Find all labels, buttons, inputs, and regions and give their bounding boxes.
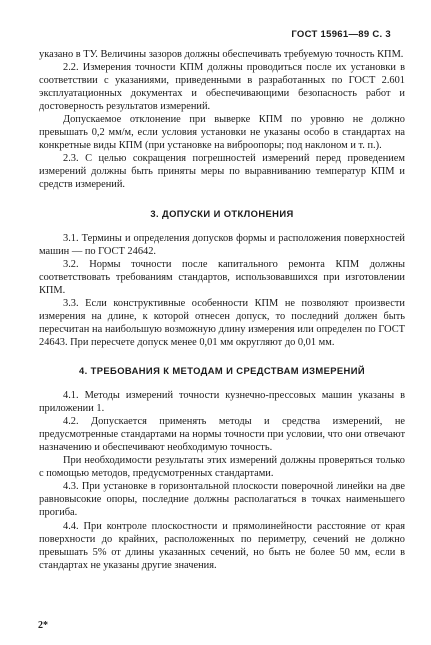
paragraph: 4.4. При контроле плоскостности и прямолинейности расстояние от края поверхности до крайних, расположенных по периметру, сечений не должно превышать 5% от длины указанных сечений, но быть не более 50 мм, если в стандартах не указаны другие значения. [39,520,405,571]
paragraph: 3.1. Термины и определения допусков формы и расположения поверхностей машин — по ГОСТ 24642. [39,232,405,257]
section-heading: 4. ТРЕБОВАНИЯ К МЕТОДАМ И СРЕДСТВАМ ИЗМЕРЕНИЙ [79,364,365,376]
page-header: ГОСТ 15961—89 С. 3 [291,29,391,40]
page-footer-mark: 2* [38,620,48,631]
section-heading: 3. ДОПУСКИ И ОТКЛОНЕНИЯ [150,207,294,219]
paragraph: 4.3. При установке в горизонтальной плоскости поверочной линейки на две равновысокие опоры, последние должны располагаться в точках наименьшего прогиба. [39,481,405,519]
paragraph: 4.1. Методы измерений точности кузнечно-прессовых машин указаны в приложении 1. [39,390,405,415]
paragraph: 4.2. Допускается применять методы и средства измерений, не предусмотренные стандартами на нормы точности при условии, что они отвечают назначению и обеспечивают необходимую точность. [39,416,405,454]
paragraph: указано в ТУ. Величины зазоров должны обеспечивать требуемую точность КПМ. [39,49,404,60]
paragraph: 2.2. Измерения точности КПМ должны проводиться после их установки в соответствии с указаниями, приведенными в разработанных по ГОСТ 2.601 эксплуатационных документах и обеспечивающими безопасность работ и достоверность результатов измерений. [39,62,405,113]
paragraph: 3.2. Нормы точности после капитального ремонта КПМ должны соответствовать требованиям стандартов, использовавшихся при изготовлении КПМ. [39,258,405,296]
paragraph: 3.3. Если конструктивные особенности КПМ не позволяют произвести измерения на длине, к которой отнесен допуск, то последний должен быть пересчитан на наибольшую возможную длину измерения или определен по ГОСТ 24643. При пересчете допуск менее 0,01 мм округляют до 0,01 мм. [39,297,405,348]
paragraph: 2.3. С целью сокращения погрешностей измерений перед проведением измерений должны быть приняты меры по выравниванию температур КПМ и средств измерений. [39,153,405,191]
paragraph: Допускаемое отклонение при выверке КПМ по уровню не должно превышать 0,2 мм/м, если условия установки не указаны особо в стандартах на конкретные виды КПМ (при установке на виброопоры; под наклоном и т. п.). [39,114,405,152]
paragraph: При необходимости результаты этих измерений должны проверяться только с помощью методов, предусмотренных стандартами. [39,455,405,480]
document-body [39,48,405,572]
